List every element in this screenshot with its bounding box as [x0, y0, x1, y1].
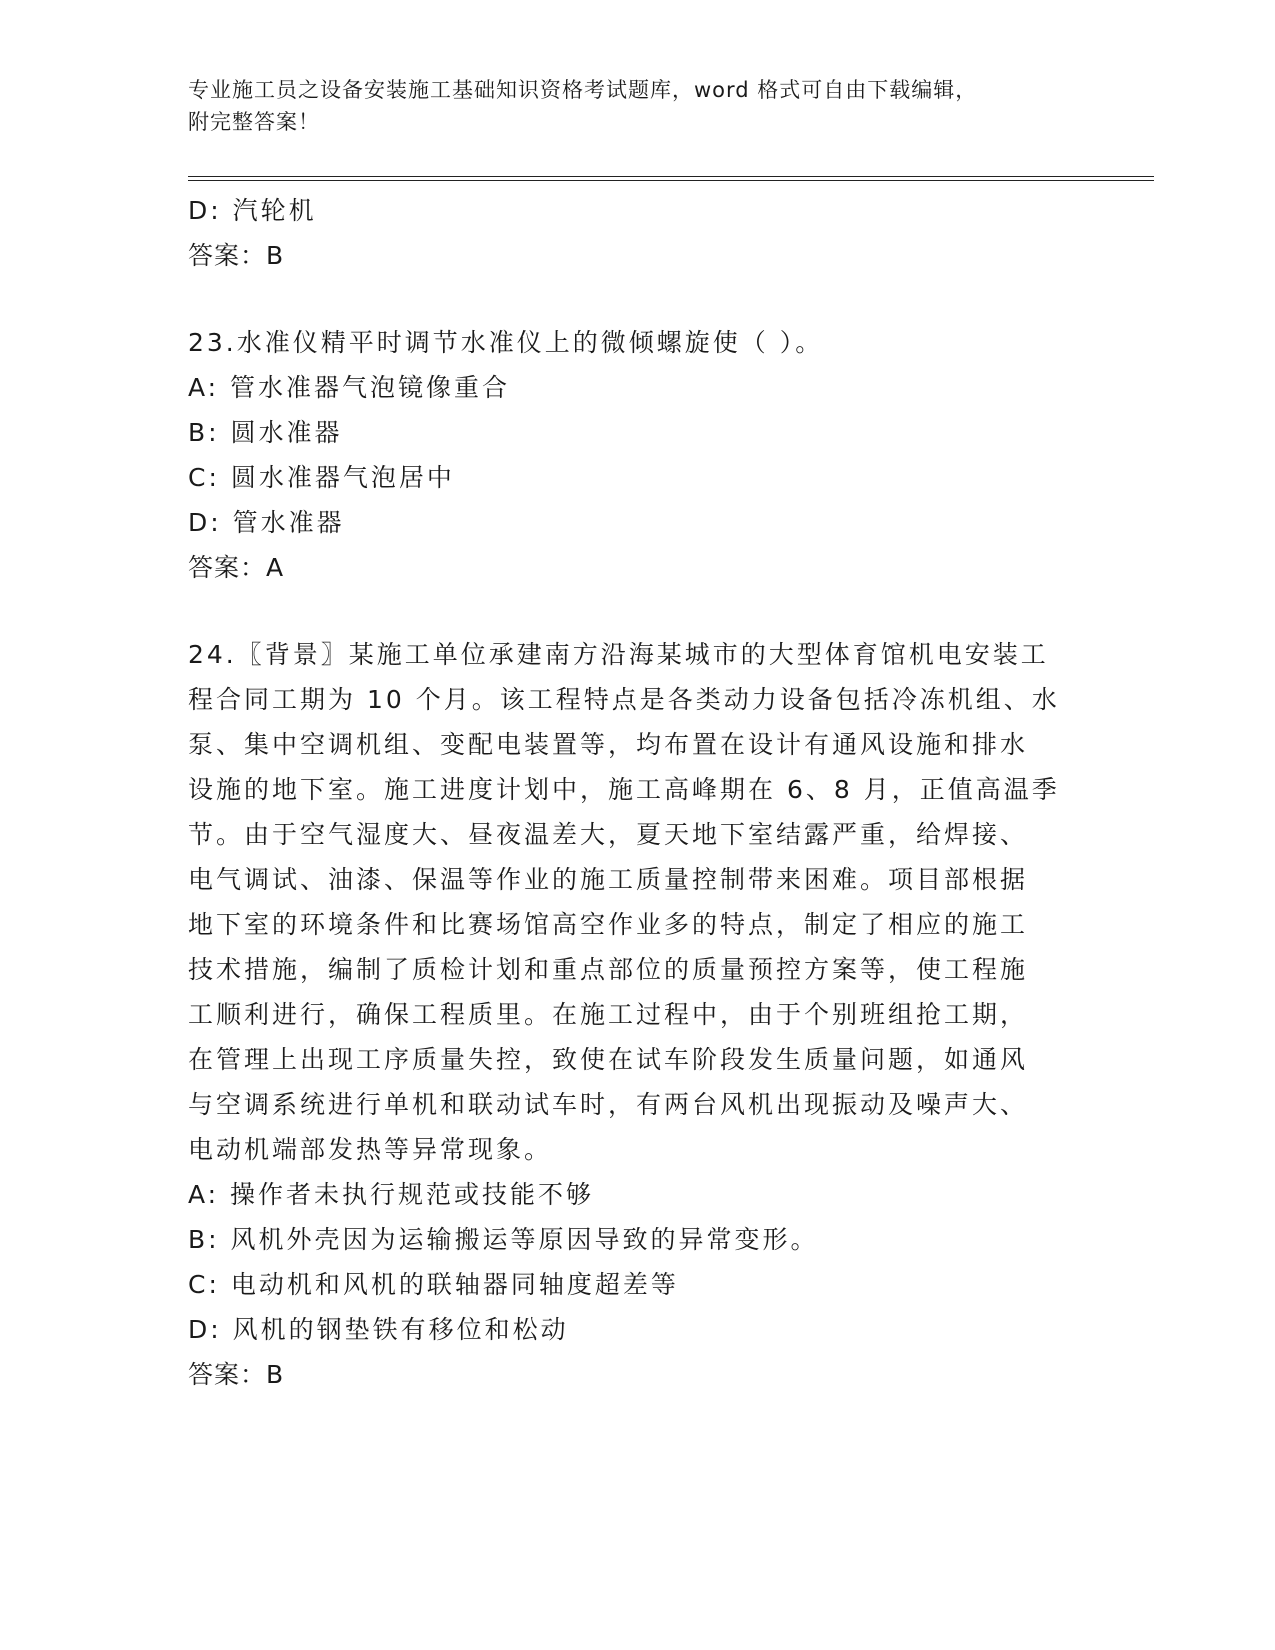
- answer-label: 答案：A: [188, 553, 285, 582]
- stem-line: 泵、集中空调机组、变配电装置等，均布置在设计有通风设施和排水: [188, 730, 1029, 759]
- option-a: A: 操作者未执行规范或技能不够: [188, 1180, 595, 1209]
- spacer: [188, 279, 1068, 320]
- stem-line: 工顺利进行，确保工程质里。在施工过程中，由于个别班组抢工期，: [188, 1000, 1029, 1029]
- stem-line: 电动机端部发热等异常现象。: [188, 1135, 553, 1164]
- option-c: C: 圆水准器气泡居中: [188, 463, 455, 492]
- question-content: [188, 188, 1068, 1398]
- document-header: [188, 74, 1068, 138]
- stem-line: 24.〖背景〗某施工单位承建南方沿海某城市的大型体育馆机电安装工: [188, 640, 1049, 669]
- question-24: [188, 632, 1068, 1398]
- option-b: B: 圆水准器: [188, 418, 343, 447]
- option-a: A: 管水准器气泡镜像重合: [188, 373, 511, 402]
- option-d: D: 管水准器: [188, 508, 345, 537]
- question-23: [188, 320, 1068, 591]
- option-c: C: 电动机和风机的联轴器同轴度超差等: [188, 1270, 679, 1299]
- option-d: D: 汽轮机: [188, 196, 317, 225]
- stem-line: 电气调试、油漆、保温等作业的施工质量控制带来困难。项目部根据: [188, 865, 1029, 894]
- answer-label: 答案：B: [188, 241, 285, 270]
- stem-line: 与空调系统进行单机和联动试车时，有两台风机出现振动及噪声大、: [188, 1090, 1029, 1119]
- stem-line: 节。由于空气湿度大、昼夜温差大，夏天地下室结露严重，给焊接、: [188, 820, 1029, 849]
- stem-line: 地下室的环境条件和比赛场馆高空作业多的特点，制定了相应的施工: [188, 910, 1029, 939]
- stem-line: 技术措施，编制了质检计划和重点部位的质量预控方案等，使工程施: [188, 955, 1029, 984]
- header-title-line-2: 附完整答案！: [188, 110, 320, 134]
- header-divider-bottom: [188, 180, 1154, 181]
- stem-line: 在管理上出现工序质量失控，致使在试车阶段发生质量问题，如通风: [188, 1045, 1029, 1074]
- header-title-line-1: 专业施工员之设备安装施工基础知识资格考试题库，word 格式可自由下载编辑，: [188, 78, 978, 102]
- option-d: D: 风机的钢垫铁有移位和松动: [188, 1315, 569, 1344]
- question-stem: 23.水准仪精平时调节水准仪上的微倾螺旋使（ ）。: [188, 328, 824, 357]
- spacer: [188, 591, 1068, 632]
- question-stem: [188, 632, 1068, 1172]
- option-b: B: 风机外壳因为运输搬运等原因导致的异常变形。: [188, 1225, 819, 1254]
- question-22-tail: [188, 188, 1068, 279]
- stem-line: 程合同工期为 10 个月。该工程特点是各类动力设备包括冷冻机组、水: [188, 685, 1060, 714]
- header-divider-top: [188, 176, 1154, 177]
- stem-line: 设施的地下室。施工进度计划中，施工高峰期在 6、8 月，正值高温季: [188, 775, 1060, 804]
- answer-label: 答案：B: [188, 1360, 285, 1389]
